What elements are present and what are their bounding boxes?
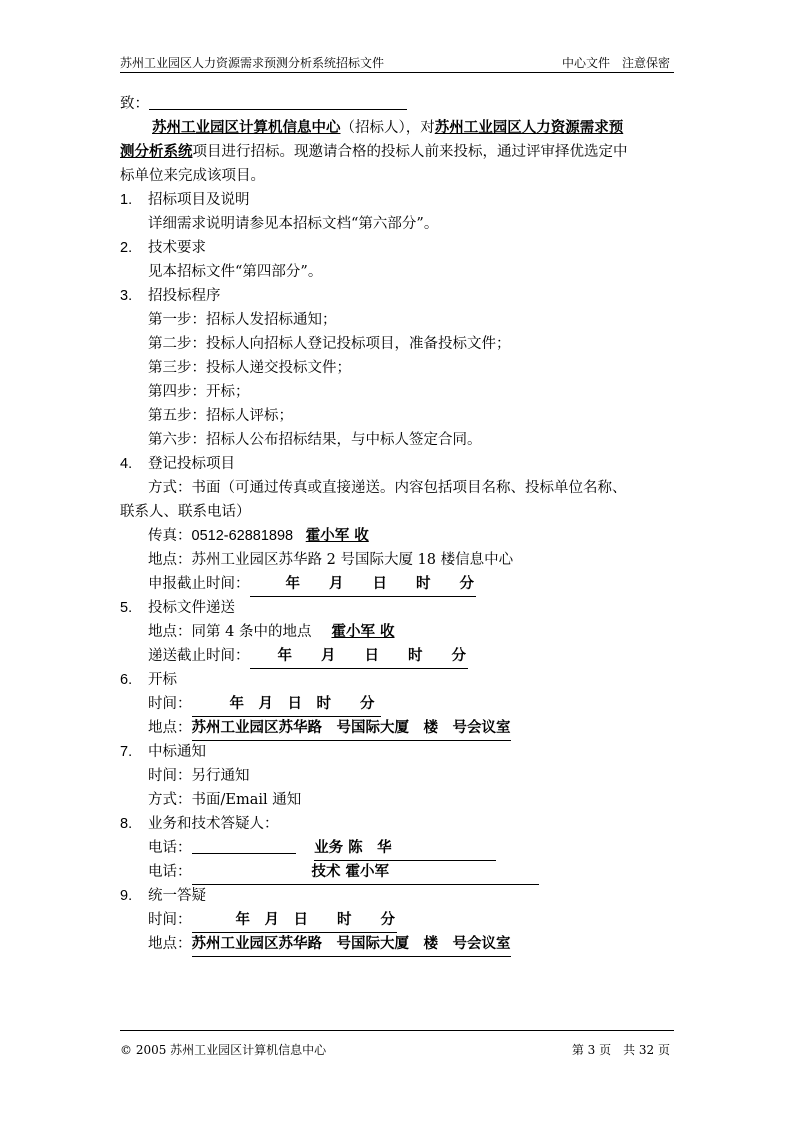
biz-phone-blank bbox=[192, 836, 296, 854]
step-item: 第一步：招标人发招标通知； bbox=[148, 312, 337, 328]
section-4-method-1: 方式：书面（可通过传真或直接递送。内容包括项目名称、投标单位名称、 bbox=[148, 480, 627, 496]
step-item: 第三步：投标人递交投标文件； bbox=[148, 360, 351, 376]
time-blank: 年 月 日 时 分 bbox=[192, 908, 398, 933]
delivery-recipient: 霍小军 收 bbox=[331, 623, 395, 640]
document-body bbox=[120, 92, 680, 956]
section-8-biz-phone: 电话： 业务 陈 华 bbox=[120, 836, 680, 860]
section-9-time: 时间： 年 月 日 时 分 bbox=[120, 908, 680, 932]
section-9-place: 地点：苏州工业园区苏华路 号国际大厦 楼 号会议室 bbox=[120, 932, 680, 956]
section-6-title: 6. 开标 bbox=[120, 672, 177, 688]
section-2-title: 2. 技术要求 bbox=[120, 240, 206, 256]
section-1-text: 详细需求说明请参见本招标文档“第六部分”。 bbox=[148, 216, 439, 232]
page-number: 第 3 页 共 32 页 bbox=[571, 1043, 670, 1057]
project-name-part1: 苏州工业园区人力资源需求预 bbox=[434, 119, 624, 136]
section-2-text: 见本招标文件“第四部分”。 bbox=[148, 264, 323, 280]
recipient-blank bbox=[149, 92, 407, 110]
section-7-method: 方式：书面/Email 通知 bbox=[148, 792, 302, 808]
header-doc-title: 苏州工业园区人力资源需求预测分析系统招标文件 bbox=[120, 56, 385, 70]
section-5-address: 地点：同第 4 条中的地点 霍小军 收 bbox=[148, 623, 395, 640]
section-4-address: 地点：苏州工业园区苏华路 2 号国际大厦 18 楼信息中心 bbox=[148, 552, 514, 568]
section-5-deadline: 递送截止时间： 年 月 日 时 分 bbox=[120, 644, 680, 668]
tenderer-name: 苏州工业园区计算机信息中心 bbox=[152, 119, 341, 136]
page-header bbox=[120, 50, 674, 73]
step-item: 第二步：投标人向招标人登记投标项目，准备投标文件； bbox=[148, 336, 511, 352]
footer-copyright: © 2005 苏州工业园区计算机信息中心 bbox=[120, 1043, 327, 1057]
section-7-title: 7. 中标通知 bbox=[120, 744, 206, 760]
deadline-blank: 年 月 日 时 分 bbox=[250, 644, 469, 669]
section-4-fax: 传真：0512-62881898 霍小军 收 bbox=[148, 527, 369, 544]
section-7-time: 时间：另行通知 bbox=[148, 768, 250, 784]
tech-contact: 技术 霍小军 bbox=[192, 860, 540, 885]
place-blank: 苏州工业园区苏华路 号国际大厦 楼 号会议室 bbox=[192, 932, 511, 957]
section-8-title: 8. 业务和技术答疑人： bbox=[120, 816, 279, 832]
page-footer bbox=[120, 1030, 674, 1057]
place-blank: 苏州工业园区苏华路 号国际大厦 楼 号会议室 bbox=[192, 716, 511, 741]
section-9-title: 9. 统一答疑 bbox=[120, 888, 206, 904]
intro-line-1: 苏州工业园区计算机信息中心（招标人），对苏州工业园区人力资源需求预 bbox=[152, 119, 624, 136]
intro-line-2: 测分析系统项目进行招标。现邀请合格的投标人前来投标，通过评审择优选定中 bbox=[120, 143, 628, 160]
section-5-title: 5. 投标文件递送 bbox=[120, 600, 235, 616]
section-4-method-2: 联系人、联系电话） bbox=[120, 504, 251, 520]
section-6-place: 地点：苏州工业园区苏华路 号国际大厦 楼 号会议室 bbox=[120, 716, 680, 740]
section-3-title: 3. 招投标程序 bbox=[120, 288, 221, 304]
fax-recipient: 霍小军 收 bbox=[305, 527, 369, 544]
section-6-time: 时间： 年 月 日 时 分 bbox=[120, 692, 680, 716]
intro-line-3: 标单位来完成该项目。 bbox=[120, 168, 265, 184]
step-item: 第四步：开标； bbox=[148, 384, 250, 400]
section-8-tech-phone: 电话： 技术 霍小军 bbox=[120, 860, 680, 884]
to-line: 致： bbox=[120, 92, 680, 116]
biz-contact: 业务 陈 华 bbox=[314, 836, 496, 861]
header-confidential: 中心文件 注意保密 bbox=[561, 56, 670, 70]
project-name-part2: 测分析系统 bbox=[120, 143, 193, 160]
fax-number: 0512-62881898 bbox=[191, 528, 294, 544]
section-1-title: 1. 招标项目及说明 bbox=[120, 192, 250, 208]
section-4-title: 4. 登记投标项目 bbox=[120, 456, 235, 472]
time-blank: 年 月 日 时 分 bbox=[192, 692, 381, 717]
step-item: 第六步：招标人公布招标结果，与中标人签定合同。 bbox=[148, 432, 482, 448]
deadline-blank: 年 月 日 时 分 bbox=[250, 572, 477, 597]
step-item: 第五步：招标人评标； bbox=[148, 408, 293, 424]
section-4-deadline: 申报截止时间： 年 月 日 时 分 bbox=[120, 572, 680, 596]
